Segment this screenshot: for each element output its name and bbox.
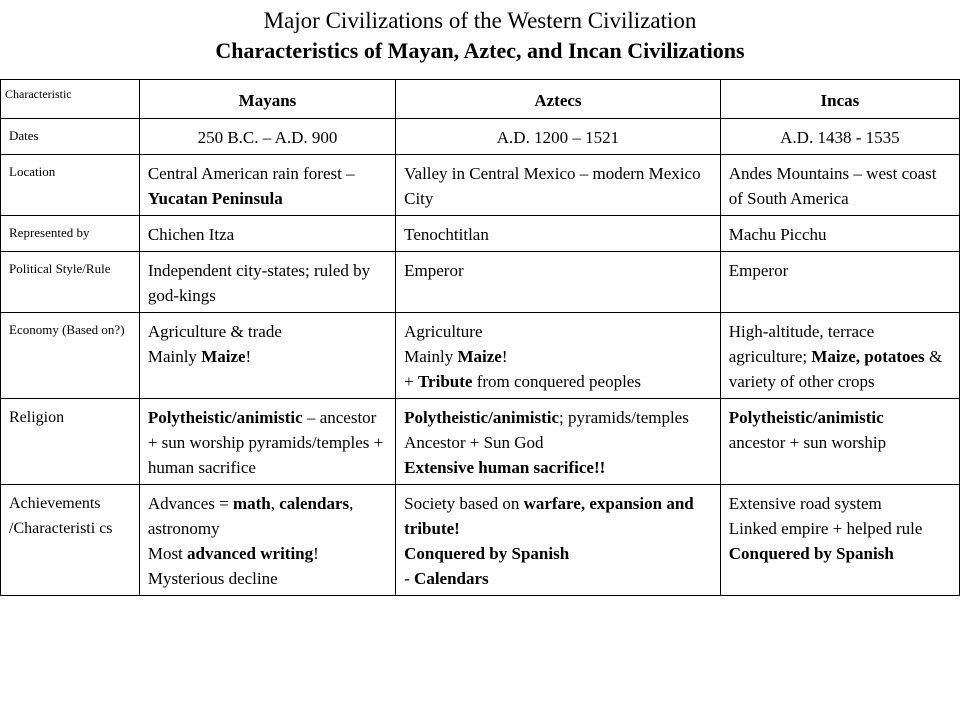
row-label: Political Style/Rule [1, 252, 140, 313]
cell-line [148, 319, 387, 344]
cell-line [404, 258, 712, 283]
cell-line [729, 258, 951, 283]
bold-text: Maize, potatoes [811, 347, 925, 366]
bold-text: calendars [279, 494, 350, 513]
cell-text: Chichen Itza [147, 225, 235, 244]
column-header-mayans: Mayans [139, 80, 395, 119]
cell-incas [720, 119, 959, 155]
cell-text: A.D. 1200 – 1521 [496, 128, 620, 147]
cell-line [404, 369, 712, 394]
cell-line [404, 125, 712, 150]
page-title: Major Civilizations of the Western Civilization [263, 8, 697, 33]
cell-mayans [139, 252, 395, 313]
row-label: Location [1, 155, 140, 216]
cell-text: Independent city-states; ruled by god-kings [147, 261, 375, 305]
cell-text: Mainly [404, 347, 458, 366]
cell-text: Advances = [147, 494, 233, 513]
table-row [1, 119, 960, 155]
cell-text: from conquered peoples [472, 372, 641, 391]
cell-text: ! [313, 544, 319, 563]
bold-text: Calendars [414, 569, 489, 588]
cell-line [729, 430, 951, 455]
cell-text: Emperor [728, 261, 789, 280]
cell-text: , [270, 494, 280, 513]
cell-text: Mysterious decline [147, 569, 278, 588]
cell-text: Society based on [404, 494, 524, 513]
cell-incas [720, 313, 959, 399]
bold-text: Conquered by Spanish [728, 544, 894, 563]
cell-aztecs [396, 313, 721, 399]
cell-line [148, 491, 387, 541]
bold-text: Polytheistic/animistic [147, 408, 303, 427]
header-row [1, 80, 960, 119]
cell-line [404, 344, 712, 369]
table-row [1, 252, 960, 313]
cell-line [148, 344, 387, 369]
cell-aztecs [396, 155, 721, 216]
bold-text: Maize [457, 347, 502, 366]
cell-line [729, 405, 951, 430]
page-subtitle: Characteristics of Mayan, Aztec, and Incan Civilizations [215, 38, 745, 63]
table-row [1, 216, 960, 252]
bold-text: Conquered by Spanish [404, 544, 570, 563]
row-label: Represented by [1, 216, 140, 252]
cell-line [729, 161, 951, 211]
cell-text: ! [501, 347, 508, 366]
cell-text: Agriculture & trade [147, 322, 282, 341]
cell-aztecs [396, 252, 721, 313]
bold-text: math [232, 494, 271, 513]
bold-text: Yucatan Peninsula [147, 189, 283, 208]
cell-line [729, 319, 951, 394]
cell-text: Machu Picchu [728, 225, 827, 244]
cell-text: , astronomy [147, 494, 358, 538]
cell-mayans [139, 119, 395, 155]
cell-text: - [404, 569, 415, 588]
column-header-characteristic: Characteristic [1, 80, 140, 119]
cell-incas [720, 252, 959, 313]
cell-text: A.D. 1438 - 1535 [780, 128, 900, 147]
cell-text: Mainly [147, 347, 202, 366]
cell-text: ! [245, 347, 252, 366]
cell-mayans [139, 485, 395, 596]
cell-text: + [404, 372, 418, 391]
cell-incas [720, 485, 959, 596]
cell-line [404, 319, 712, 344]
cell-incas [720, 216, 959, 252]
cell-aztecs [396, 485, 721, 596]
cell-mayans [139, 399, 395, 485]
bold-text: Extensive human sacrifice!! [404, 458, 606, 477]
cell-line [148, 125, 387, 150]
cell-mayans [139, 313, 395, 399]
bold-text: Tribute [417, 372, 473, 391]
cell-aztecs [396, 216, 721, 252]
cell-text: Valley in Central Mexico – modern Mexico City [404, 164, 705, 208]
bold-text: Maize [201, 347, 246, 366]
cell-mayans [139, 155, 395, 216]
bold-text: Polytheistic/animistic [404, 408, 559, 427]
cell-line [404, 430, 712, 455]
cell-mayans [139, 216, 395, 252]
cell-line [148, 161, 387, 211]
cell-text: Tenochtitlan [404, 225, 489, 244]
cell-text: Extensive road system [728, 494, 882, 513]
cell-aztecs [396, 119, 721, 155]
cell-text: Central American rain forest – [147, 164, 359, 183]
cell-line [404, 491, 712, 541]
cell-line [729, 222, 951, 247]
table-body [1, 119, 960, 596]
cell-line [729, 125, 951, 150]
row-label: Economy (Based on?) [1, 313, 140, 399]
cell-line [148, 566, 387, 591]
cell-text: Andes Mountains – west coast of South America [728, 164, 941, 208]
cell-incas [720, 399, 959, 485]
cell-text: Most [147, 544, 188, 563]
cell-text: & variety of other crops [728, 347, 947, 391]
row-label: Dates [1, 119, 140, 155]
cell-text: Linked empire + helped rule [728, 519, 923, 538]
bold-text: advanced writing [187, 544, 314, 563]
cell-line [729, 491, 951, 516]
cell-line [729, 541, 951, 566]
cell-line [404, 541, 712, 566]
cell-text: High-altitude, terrace agriculture; [728, 322, 879, 366]
cell-text: Emperor [404, 261, 464, 280]
cell-aztecs [396, 399, 721, 485]
cell-line [404, 161, 712, 211]
row-label: Religion [1, 399, 140, 485]
bold-text: warfare, expansion and tribute! [404, 494, 699, 538]
cell-text: Ancestor + Sun God [404, 433, 544, 452]
cell-line [729, 516, 951, 541]
cell-line [148, 405, 387, 480]
table-row [1, 399, 960, 485]
title-block [0, 6, 960, 66]
cell-line [404, 222, 712, 247]
cell-line [148, 222, 387, 247]
table-row [1, 155, 960, 216]
cell-text: ancestor + sun worship [728, 433, 887, 452]
column-header-aztecs: Aztecs [396, 80, 721, 119]
row-label: Achievements /Characteristi cs [1, 485, 140, 596]
bold-text: Polytheistic/animistic [728, 408, 884, 427]
cell-text: – ancestor + sun worship pyramids/temples + human sacrifice [147, 408, 388, 477]
cell-line [148, 541, 387, 566]
cell-text: Agriculture [404, 322, 483, 341]
cell-line [404, 455, 712, 480]
cell-line [404, 405, 712, 430]
cell-line [404, 566, 712, 591]
cell-text: 250 B.C. – A.D. 900 [197, 128, 338, 147]
table-row [1, 485, 960, 596]
cell-text: ; pyramids/temples [559, 408, 689, 427]
table-row [1, 313, 960, 399]
column-header-incas: Incas [720, 80, 959, 119]
cell-incas [720, 155, 959, 216]
civilizations-table [0, 79, 960, 596]
cell-line [148, 258, 387, 308]
